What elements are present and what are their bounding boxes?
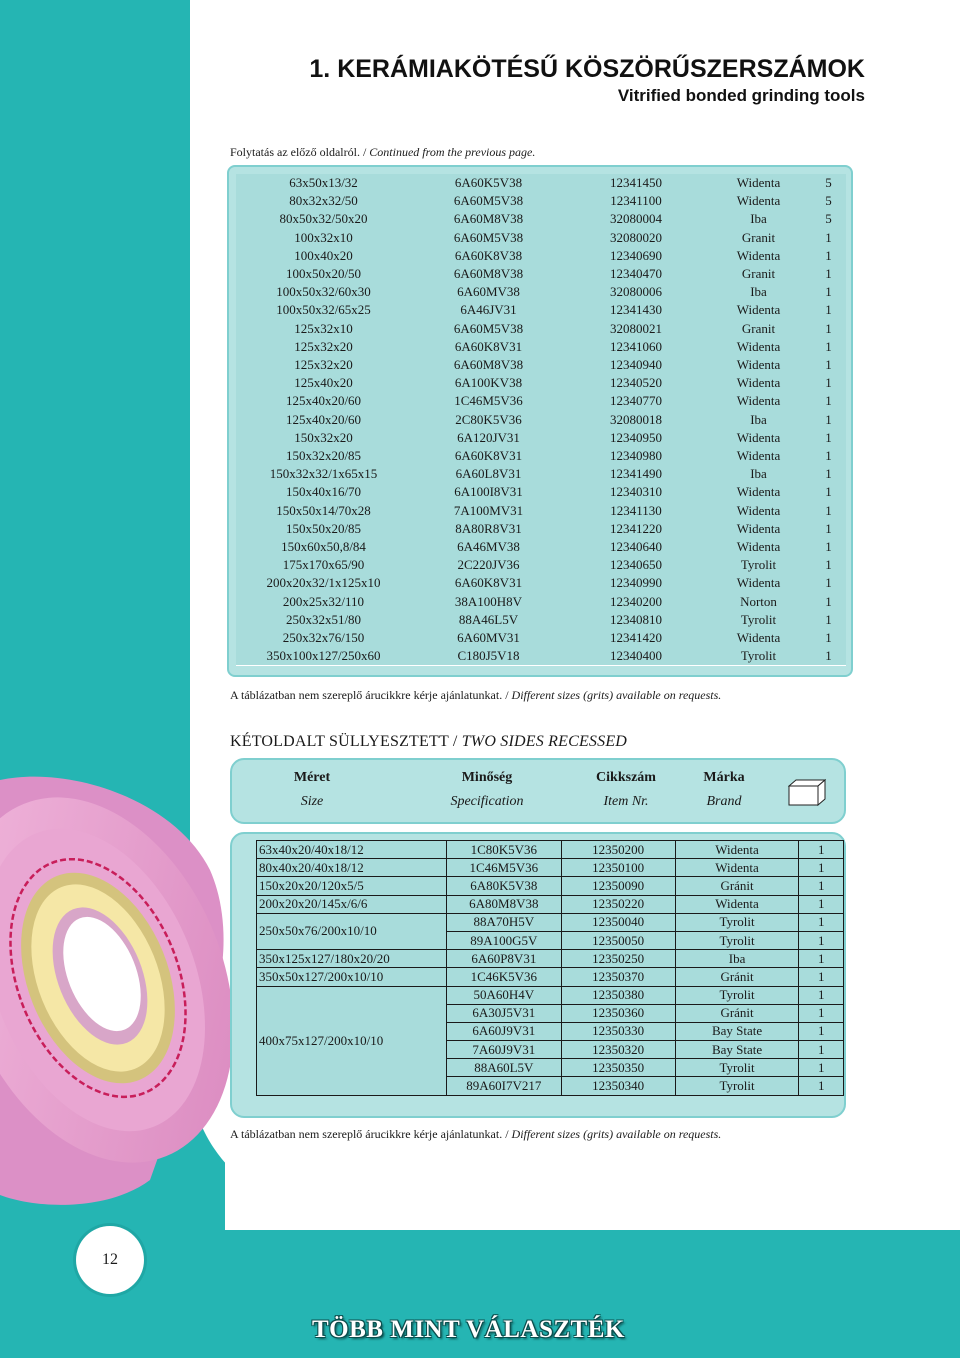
column-brand-hu: Márka: [703, 770, 745, 785]
cell-brand: Gránit: [675, 1004, 799, 1022]
footer-slogan: TÖBB MINT VÁLASZTÉK: [312, 1316, 625, 1343]
cell-spec: 38A100H8V: [454, 593, 523, 609]
cell-size: 100x32x10: [294, 229, 353, 245]
cell-qty: 1: [799, 841, 844, 859]
cell-brand: Granit: [741, 320, 776, 336]
cell-item-nr: 12350050: [561, 931, 675, 949]
section-title: [230, 733, 627, 751]
cell-spec: 6A60M5V38: [453, 193, 524, 209]
availability-note-2-en: Different sizes (grits) available on requests.: [511, 1127, 722, 1141]
table-row: [236, 502, 846, 521]
cell-qty: 1: [825, 502, 832, 518]
cell-spec: 1C80K5V36: [447, 841, 561, 859]
cell-spec: 1C46K5V36: [447, 968, 561, 986]
page-number: 12: [76, 1226, 144, 1294]
cell-qty: 1: [825, 247, 832, 263]
cell-item-nr: 12340810: [610, 611, 662, 627]
cell-item-nr: 12340940: [610, 357, 662, 373]
column-header-spec: [437, 770, 537, 810]
cell-brand: Widenta: [736, 175, 781, 191]
cell-spec: 6A100KV38: [454, 375, 523, 391]
cell-qty: 1: [825, 284, 832, 300]
cell-qty: 1: [825, 630, 832, 646]
cell-brand: Iba: [675, 950, 799, 968]
cell-qty: 1: [799, 913, 844, 931]
cell-item-nr: 12340770: [610, 393, 662, 409]
table-row: [236, 265, 846, 284]
cell-brand: Granit: [741, 229, 776, 245]
cell-brand: Iba: [750, 411, 767, 427]
table-row: [236, 447, 846, 466]
cell-item-nr: 12340650: [610, 557, 662, 573]
cell-brand: Norton: [740, 593, 777, 609]
cell-brand: Tyrolit: [740, 648, 777, 664]
cell-brand: Widenta: [736, 539, 781, 555]
cell-qty: 1: [799, 1077, 844, 1095]
cell-qty: 1: [825, 593, 832, 609]
cell-qty: 1: [825, 611, 832, 627]
cell-spec: 88A60L5V: [447, 1059, 561, 1077]
cell-qty: 1: [825, 229, 832, 245]
grinding-wheel-image: [0, 770, 230, 1210]
cell-brand: Widenta: [736, 484, 781, 500]
table-row: [236, 483, 846, 502]
cell-qty: 1: [799, 877, 844, 895]
table-row: [236, 392, 846, 411]
cell-brand: Widenta: [736, 338, 781, 354]
cell-spec: 7A100MV31: [453, 502, 524, 518]
cell-size: 150x40x16/70: [285, 484, 362, 500]
cell-size: 80x50x32/50x20: [279, 211, 368, 227]
table-row: [236, 174, 846, 193]
table-row: [236, 429, 846, 448]
column-header-size: [277, 770, 347, 810]
cell-item-nr: 32080004: [610, 211, 662, 227]
cell-size: 63x50x13/32: [289, 175, 358, 191]
cell-qty: 1: [825, 338, 832, 354]
column-header-item: [580, 770, 672, 810]
cell-item-nr: 12341060: [610, 338, 662, 354]
cell-brand: Tyrolit: [675, 986, 799, 1004]
column-spec-hu: Minőség: [461, 770, 513, 785]
cell-qty: 1: [825, 466, 832, 482]
cell-size: 125x40x20: [294, 375, 353, 391]
availability-note-2: [230, 1127, 721, 1142]
table-row: [257, 841, 844, 859]
cell-size: 125x32x20: [294, 338, 353, 354]
cell-item-nr: 12350250: [561, 950, 675, 968]
cell-brand: Widenta: [675, 895, 799, 913]
cell-spec: 6A60M5V38: [453, 320, 524, 336]
cell-item-nr: 12350370: [561, 968, 675, 986]
cell-size: 80x40x20/40x18/12: [257, 859, 447, 877]
page-title: 1. KERÁMIAKÖTÉSŰ KÖSZÖRŰSZERSZÁMOK: [309, 55, 865, 83]
cell-spec: 6A30J5V31: [447, 1004, 561, 1022]
cell-size: 63x40x20/40x18/12: [257, 841, 447, 859]
cell-spec: 6A60M8V38: [453, 266, 524, 282]
cell-item-nr: 12340990: [610, 575, 662, 591]
cell-brand: Iba: [750, 211, 767, 227]
cell-item-nr: 12341100: [610, 193, 662, 209]
cell-size: 350x125x127/180x20/20: [257, 950, 447, 968]
table-row: [236, 465, 846, 484]
cell-size: 150x50x14/70x28: [276, 502, 371, 518]
cell-spec: 88A46L5V: [458, 611, 519, 627]
cell-spec: 6A46MV38: [457, 539, 520, 555]
cell-spec: 6A80K5V38: [447, 877, 561, 895]
availability-note-1-en: Different sizes (grits) available on requests.: [511, 688, 722, 702]
cell-brand: Bay State: [675, 1022, 799, 1040]
table-row: [236, 629, 846, 648]
cell-size: 150x32x20: [294, 429, 353, 445]
cell-qty: 1: [799, 950, 844, 968]
cell-qty: 1: [799, 1022, 844, 1040]
cell-spec: 6A60M8V38: [453, 211, 524, 227]
cell-qty: 1: [825, 375, 832, 391]
cell-qty: 1: [799, 1059, 844, 1077]
cell-item-nr: 12340400: [610, 648, 662, 664]
cell-item-nr: 12341490: [610, 466, 662, 482]
cell-spec: 6A60K8V31: [454, 575, 523, 591]
cell-qty: 1: [825, 411, 832, 427]
column-spec-en: Specification: [450, 794, 524, 809]
cell-qty: 1: [825, 448, 832, 464]
table-row: [257, 859, 844, 877]
cell-size: 100x40x20: [294, 247, 353, 263]
cell-item-nr: 12340690: [610, 247, 662, 263]
cell-spec: 6A120JV31: [457, 429, 520, 445]
column-header-brand: [694, 770, 754, 810]
section-title-hu: KÉTOLDALT SÜLLYESZTETT /: [230, 733, 458, 750]
cell-size: 125x40x20/60: [285, 411, 362, 427]
cell-spec: 50A60H4V: [447, 986, 561, 1004]
table-row: [236, 374, 846, 393]
cell-spec: 1C46M5V36: [447, 859, 561, 877]
cell-brand: Widenta: [675, 859, 799, 877]
cell-brand: Tyrolit: [675, 913, 799, 931]
cell-spec: 6A46JV31: [460, 302, 517, 318]
cell-brand: Widenta: [736, 247, 781, 263]
package-box-icon: [788, 778, 826, 806]
cell-item-nr: 12341420: [610, 630, 662, 646]
cell-qty: 5: [825, 175, 832, 191]
cell-qty: 1: [825, 648, 832, 664]
cell-spec: 88A70H5V: [447, 913, 561, 931]
cell-spec: 89A60I7V217: [447, 1077, 561, 1095]
cell-brand: Tyrolit: [675, 1077, 799, 1095]
cell-brand: Widenta: [736, 630, 781, 646]
column-header-box: [230, 758, 846, 824]
straight-wheel-table: [227, 165, 853, 677]
table-row: [236, 574, 846, 593]
availability-note-1: [230, 688, 721, 703]
table-row: [257, 913, 844, 931]
page-subtitle: Vitrified bonded grinding tools: [617, 86, 865, 105]
cell-item-nr: 12350200: [561, 841, 675, 859]
cell-spec: 6A60M5V38: [453, 229, 524, 245]
cell-brand: Widenta: [736, 448, 781, 464]
cell-size: 150x60x50,8/84: [281, 539, 366, 555]
cell-qty: 1: [825, 302, 832, 318]
cell-item-nr: 12340310: [610, 484, 662, 500]
cell-item-nr: 12350350: [561, 1059, 675, 1077]
cell-qty: 1: [825, 393, 832, 409]
cell-qty: 1: [825, 575, 832, 591]
cell-brand: Widenta: [736, 429, 781, 445]
cell-qty: 1: [799, 895, 844, 913]
cell-item-nr: 12350090: [561, 877, 675, 895]
cell-size: 250x50x76/200x10/10: [257, 913, 447, 949]
cell-brand: Widenta: [736, 357, 781, 373]
cell-brand: Gránit: [675, 968, 799, 986]
cell-qty: 5: [825, 211, 832, 227]
cell-item-nr: 12350040: [561, 913, 675, 931]
table-row: [236, 338, 846, 357]
cell-size: 150x50x20/85: [285, 520, 362, 536]
table-row: [236, 192, 846, 211]
cell-qty: 1: [799, 1004, 844, 1022]
cell-size: 400x75x127/200x10/10: [257, 986, 447, 1095]
cell-spec: 7A60J9V31: [447, 1041, 561, 1059]
cell-item-nr: 12340640: [610, 539, 662, 555]
cell-brand: Gránit: [675, 877, 799, 895]
table-row: [257, 968, 844, 986]
cell-brand: Widenta: [736, 375, 781, 391]
cell-item-nr: 32080018: [610, 411, 662, 427]
cell-size: 250x32x76/150: [282, 630, 365, 646]
cell-qty: 1: [825, 357, 832, 373]
cell-item-nr: 12350320: [561, 1041, 675, 1059]
table-row: [236, 593, 846, 612]
cell-brand: Tyrolit: [740, 611, 777, 627]
cell-spec: 6A80M8V38: [447, 895, 561, 913]
table-row: [236, 411, 846, 430]
cell-size: 200x25x32/110: [282, 593, 365, 609]
cell-item-nr: 12341130: [610, 502, 662, 518]
cell-item-nr: 12340200: [610, 593, 662, 609]
cell-spec: 6A60J9V31: [447, 1022, 561, 1040]
cell-item-nr: 12341450: [610, 175, 662, 191]
continued-note: [230, 145, 535, 160]
cell-item-nr: 12350360: [561, 1004, 675, 1022]
table-row: [236, 356, 846, 375]
cell-item-nr: 12350330: [561, 1022, 675, 1040]
column-item-en: Item Nr.: [603, 794, 649, 809]
cell-item-nr: 12350380: [561, 986, 675, 1004]
cell-brand: Widenta: [736, 502, 781, 518]
cell-spec: 6A60MV38: [457, 284, 520, 300]
cell-brand: Widenta: [675, 841, 799, 859]
table-row: [257, 986, 844, 1004]
cell-item-nr: 12350100: [561, 859, 675, 877]
cell-qty: 1: [825, 484, 832, 500]
cell-brand: Widenta: [736, 193, 781, 209]
continued-note-en: Continued from the previous page.: [369, 145, 536, 159]
table-row: [257, 895, 844, 913]
cell-size: 350x100x127/250x60: [266, 648, 381, 664]
cell-item-nr: 32080006: [610, 284, 662, 300]
cell-qty: 1: [825, 557, 832, 573]
cell-item-nr: 32080020: [610, 229, 662, 245]
cell-qty: 1: [825, 429, 832, 445]
cell-brand: Iba: [750, 466, 767, 482]
availability-note-2-hu: A táblázatban nem szereplő árucikkre kérje ajánlatunkat. /: [230, 1127, 509, 1141]
cell-size: 80x32x32/50: [289, 193, 358, 209]
cell-brand: Widenta: [736, 393, 781, 409]
column-size-hu: Méret: [293, 770, 331, 785]
cell-brand: Tyrolit: [675, 1059, 799, 1077]
table-row: [236, 647, 846, 666]
cell-brand: Bay State: [675, 1041, 799, 1059]
cell-brand: Iba: [750, 284, 767, 300]
cell-qty: 1: [799, 1041, 844, 1059]
cell-size: 125x40x20/60: [285, 393, 362, 409]
cell-spec: 2C80K5V36: [455, 411, 522, 427]
cell-spec: 6A100I8V31: [454, 484, 523, 500]
cell-brand: Widenta: [736, 302, 781, 318]
table-row: [257, 950, 844, 968]
cell-size: 150x32x20/85: [285, 448, 362, 464]
recessed-grid: [256, 840, 844, 1096]
cell-size: 250x32x51/80: [285, 611, 362, 627]
cell-qty: 1: [825, 520, 832, 536]
cell-qty: 1: [799, 986, 844, 1004]
cell-brand: Granit: [741, 266, 776, 282]
cell-qty: 1: [825, 539, 832, 555]
cell-size: 100x50x20/50: [285, 266, 362, 282]
cell-brand: Tyrolit: [740, 557, 777, 573]
cell-item-nr: 12350220: [561, 895, 675, 913]
table-row: [236, 229, 846, 248]
cell-spec: 6A60K8V31: [454, 338, 523, 354]
cell-spec: 6A60K8V31: [454, 448, 523, 464]
cell-spec: 1C46M5V36: [454, 393, 523, 409]
cell-size: 100x50x32/60x30: [276, 284, 371, 300]
cell-size: 125x32x10: [294, 320, 353, 336]
cell-spec: 6A60L8V31: [455, 466, 522, 482]
cell-qty: 5: [825, 193, 832, 209]
section-title-en: TWO SIDES RECESSED: [461, 733, 628, 750]
cell-qty: 1: [799, 859, 844, 877]
cell-spec: 2C220JV36: [457, 557, 520, 573]
cell-spec: 6A60P8V31: [447, 950, 561, 968]
cell-item-nr: 12340980: [610, 448, 662, 464]
table-row: [257, 877, 844, 895]
column-item-hu: Cikkszám: [596, 770, 656, 785]
cell-spec: 6A60M8V38: [453, 357, 524, 373]
cell-item-nr: 12341430: [610, 302, 662, 318]
table-row: [236, 556, 846, 575]
table-row: [236, 320, 846, 339]
cell-qty: 1: [825, 266, 832, 282]
cell-item-nr: 12350340: [561, 1077, 675, 1095]
cell-qty: 1: [799, 931, 844, 949]
availability-note-1-hu: A táblázatban nem szereplő árucikkre kérje ajánlatunkat. /: [230, 688, 509, 702]
cell-item-nr: 12340950: [610, 429, 662, 445]
table-row: [236, 301, 846, 320]
two-sides-recessed-table: [230, 832, 846, 1118]
table-row: [236, 520, 846, 539]
cell-spec: 6A60MV31: [457, 630, 520, 646]
cell-size: 350x50x127/200x10/10: [257, 968, 447, 986]
cell-item-nr: 12340520: [610, 375, 662, 391]
table-row: [236, 611, 846, 630]
cell-brand: Widenta: [736, 520, 781, 536]
cell-size: 150x32x32/1x65x15: [269, 466, 378, 482]
cell-spec: 89A100G5V: [447, 931, 561, 949]
cell-spec: 6A60K5V38: [454, 175, 523, 191]
cell-size: 100x50x32/65x25: [276, 302, 371, 318]
table-row: [236, 283, 846, 302]
cell-item-nr: 12341220: [610, 520, 662, 536]
cell-item-nr: 12340470: [610, 266, 662, 282]
cell-size: 175x170x65/90: [282, 557, 365, 573]
column-brand-en: Brand: [706, 794, 742, 809]
cell-spec: 6A60K8V38: [454, 247, 523, 263]
cell-size: 125x32x20: [294, 357, 353, 373]
table-row: [236, 247, 846, 266]
cell-spec: C180J5V18: [457, 648, 520, 664]
column-size-en: Size: [300, 794, 324, 809]
cell-qty: 1: [825, 320, 832, 336]
cell-size: 150x20x20/120x5/5: [257, 877, 447, 895]
table-row: [236, 210, 846, 229]
cell-item-nr: 32080021: [610, 320, 662, 336]
cell-qty: 1: [799, 968, 844, 986]
cell-brand: Widenta: [736, 575, 781, 591]
cell-brand: Tyrolit: [675, 931, 799, 949]
table-row: [236, 538, 846, 557]
cell-spec: 8A80R8V31: [455, 520, 522, 536]
cell-size: 200x20x20/145x/6/6: [257, 895, 447, 913]
continued-note-hu: Folytatás az előző oldalról. /: [230, 145, 367, 159]
cell-size: 200x20x32/1x125x10: [266, 575, 381, 591]
